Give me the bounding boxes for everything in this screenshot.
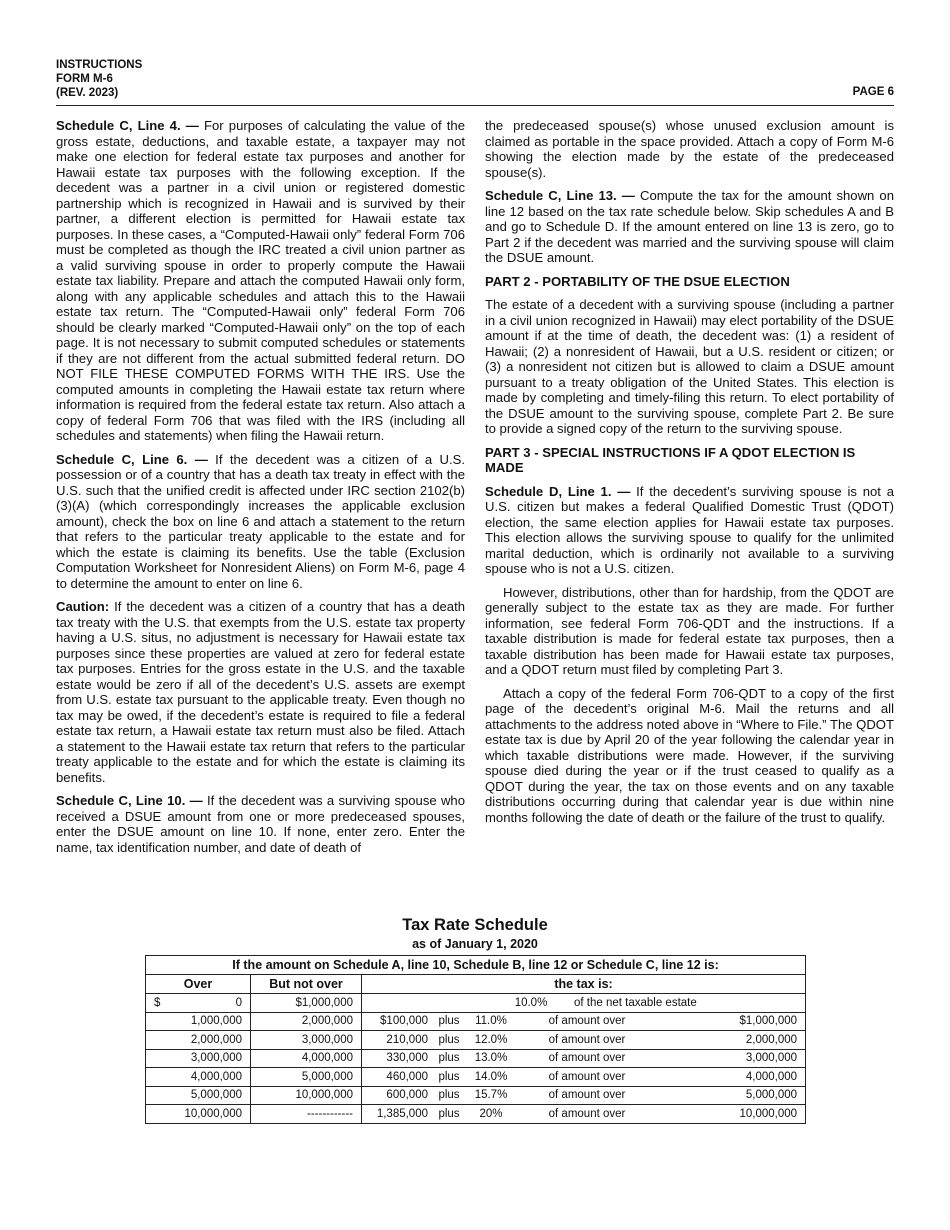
cell-but-not-over: ------------ [251,1105,362,1124]
cell-tax [362,1049,806,1068]
schedule-title: Tax Rate Schedule [402,916,548,934]
tax-base-amount: 460,000 [386,1070,428,1083]
cell-over: 4,000,000 [146,1068,251,1087]
part-2-heading: PART 2 - PORTABILITY OF THE DSUE ELECTION [485,273,790,289]
table-row [146,1012,806,1031]
tax-rate: 12.0% [474,1033,508,1046]
tax-of-amount-over: of amount over [548,1015,626,1028]
tax-base-amount: $100,000 [380,1015,428,1028]
schedule-c-line-10-paragraph [56,793,465,855]
tax-rate-table [145,955,806,1124]
table-column-header-row [146,975,806,994]
tax-plus: plus [438,1052,460,1065]
tax-excess-over: 5,000,000 [745,1089,798,1102]
header-divider [56,105,894,106]
predeceased-spouse-paragraph: the predeceased spouse(s) whose unused exclusion amount is claimed as portable in the space provided. Attach a copy of Form M-6 showing the election made by the estate of the predeceased spouse(s). [485,118,894,180]
tax-excess-over: 10,000,000 [739,1107,798,1120]
tax-rate-schedule [145,915,805,1124]
table-row [146,1049,806,1068]
tax-plus: plus [438,1033,460,1046]
tax-plus: plus [438,1107,460,1120]
tax-base-amount: 210,000 [386,1033,428,1046]
cell-tax [362,1068,806,1087]
paragraph-lead: Schedule C, Line 6. — [56,451,208,467]
tax-of-amount-over: of amount over [548,1070,626,1083]
cell-but-not-over: 10,000,000 [251,1086,362,1105]
tax-rate: 13.0% [474,1052,508,1065]
paragraph-body: If the decedent was a surviving spouse who received a DSUE amount from one or more predeceased spouses, enter the DSUE amount on line 10. If none, enter zero. Enter the name, tax identification number, and date of death of [56,793,465,855]
table-row [146,1068,806,1087]
tax-excess-over: $1,000,000 [739,1015,798,1028]
header-instructions: INSTRUCTIONS [56,59,143,71]
form-header [56,58,142,100]
tax-rate: 14.0% [474,1070,508,1083]
cell-over-value: 0 [235,996,242,1009]
distributions-paragraph: However, distributions, other than for hardship, from the QDOT are generally subject to the estate tax as they are made. For further information, see federal Form 706-QDT and the instructions. If a taxable distribution is made for federal estate tax purposes, then a taxable distribution has been made for Hawaii estate tax purposes, and a QDOT return must filed by completing Part 3. [485,584,894,677]
paragraph-body: Compute the tax for the amount shown on line 12 based on the tax rate schedule below. Skip schedules A and B and go to Schedule D. If the amount entered on line 13 is zero, go to Part 2 if the decedent was married and the surviving spouse will claim the DSUE amount. [485,188,894,265]
table-row [146,1086,806,1105]
cell-over: 5,000,000 [146,1086,251,1105]
schedule-subtitle: as of January 1, 2020 [412,937,538,951]
tax-base-amount: 330,000 [386,1052,428,1065]
paragraph-lead: Schedule C, Line 13. — [485,188,635,203]
tax-base-amount: 1,385,000 [376,1107,428,1120]
tax-rate: 11.0% [475,1015,507,1028]
paragraph-body: If the decedent’s surviving spouse is not a U.S. citizen but makes a federal Qualified Domestic Trust (QDOT) election, the same election applies for Hawaii estate tax purposes. This election allows the surviving spouse to qualify for the unlimited marital deduction, which is ordinarily not available to a surviving spouse who is not a U.S. citizen. [485,483,894,576]
paragraph-lead: Schedule C, Line 10. — [56,793,203,808]
cell-but-not-over: 5,000,000 [251,1068,362,1087]
header-revision: (REV. 2023) [56,87,119,99]
paragraph-body: If the decedent was a citizen of a country that has a death tax treaty with the U.S. that exempts from the U.S. estate tax property having a U.S. situs, no adjustment is necessary for Hawaii estate tax purposes since these properties are valued at zero for federal estate tax purposes. Entries for the gross estate in the U.S. and the taxable estate would be zero if all of the decedent’s U.S. assets are exempt from U.S. estate tax pursuant to the applicable treaty. Even though no tax may be owed, if the decedent’s estate is required to file a federal estate tax return, a Hawaii estate tax return must also be filed. Attach a statement to the Hawaii estate tax return that refers to the particular treaty applicable to the estate and for which the estate is claiming its benefits. [56,599,465,785]
tax-base-amount: 600,000 [386,1089,428,1102]
column-header-tax: the tax is: [362,975,806,994]
schedule-d-line-1-paragraph [485,484,894,577]
cell-tax [362,994,806,1013]
tax-rate: 20% [479,1107,503,1120]
table-row [146,1105,806,1124]
tax-plus: plus [438,1070,460,1083]
cell-but-not-over: 2,000,000 [251,1012,362,1031]
tax-excess-over: 4,000,000 [745,1070,798,1083]
cell-tax [362,1031,806,1050]
cell-tax [362,1105,806,1124]
cell-over: 3,000,000 [146,1049,251,1068]
cell-over [146,994,251,1013]
header-form-number: FORM M-6 [56,73,113,85]
column-header-over: Over [146,975,251,994]
cell-over: 1,000,000 [146,1012,251,1031]
tax-text: of the net taxable estate [574,996,697,1009]
column-header-but-not-over: But not over [251,975,362,994]
attach-copy-paragraph: Attach a copy of the federal Form 706-QDT to a copy of the first page of the decedent’s original M-6. Mail the returns and all attachments to the address noted above in “Where to File.” The QDOT estate tax is due by April 20 of the year following the calendar year in which taxable distributions were made. However, if the surviving spouse died during the year or if the trust ceased to qualify as a QDOT during the year, the tax on those events and on any taxable distributions occurring during that calendar year is due within nine months following the date of death or the failure of the trust to qualify. [485,685,894,825]
page-number: PAGE 6 [852,86,894,98]
cell-over: 2,000,000 [146,1031,251,1050]
schedule-c-line-13-paragraph [485,188,894,266]
tax-of-amount-over: of amount over [548,1033,626,1046]
table-main-header: If the amount on Schedule A, line 10, Schedule B, line 12 or Schedule C, line 12 is: [146,956,806,975]
table-header-row [146,956,806,975]
tax-plus: plus [438,1089,460,1102]
part-3-heading: PART 3 - SPECIAL INSTRUCTIONS IF A QDOT ELECTION IS MADE [485,444,856,475]
tax-plus: plus [438,1015,460,1028]
tax-excess-over: 3,000,000 [745,1052,798,1065]
portability-paragraph: The estate of a decedent with a surviving spouse (including a partner in a civil union recognized in Hawaii) may elect portability of the DSUE amount if at the time of death, the decedent was: (1) a resident of Hawaii; (2) a nonresident of Hawaii, but a U.S. resident or citizen; or (3) a nonresident not citizen but is allowed to claim a DSUE amount pursuant to a treaty obligation of the United States. This election is made by completing and timely-filing this return. To elect portability of the DSUE amount to the surviving spouse, complete Part 2. Be sure to provide a signed copy of the return to the surviving spouse. [485,297,894,436]
caution-paragraph [56,599,465,785]
schedule-c-line-6-paragraph [56,452,465,592]
tax-of-amount-over: of amount over [548,1052,626,1065]
right-column [485,118,894,833]
cell-over: 10,000,000 [146,1105,251,1124]
tax-excess-over: 2,000,000 [745,1033,798,1046]
left-column [56,118,465,863]
paragraph-body: For purposes of calculating the value of the gross estate, deductions, and taxable estate, a taxpayer may not make one election for federal estate tax purposes and another for Hawaii estate tax purposes with the following exception. If the decedent was a partner in a civil union or registered domestic partnership which is recognized in Hawaii and is survived by their partner, a different election is permitted for Hawaii estate tax purposes. In these cases, a “Computed-Hawaii only” federal Form 706 must be completed as though the IRC treated a civil union partner as a valid surviving spouse in order to properly compute the Hawaii estate tax liability. Prepare and attach the computed Hawaii only form, along with any applicable schedules and attach this to the Hawaii estate tax return. The “Computed-Hawaii only” federal Form 706 should be clearly marked “Computed-Hawaii only” on the top of each page. It is not necessary to submit computed schedules or statements if they are not different from the actual submitted federal return. DO NOT FILE THESE COMPUTED FORMS WITH THE IRS. Use the computed amounts in completing the Hawaii estate tax return where information is required from the federal estate tax return. Also attach a copy of federal Form 706 that was filed with the IRS (including all schedules and statements) when filing the Hawaii return. [56,118,465,443]
paragraph-body: If the decedent was a citizen of a U.S. possession or of a country that has a death tax treaty in effect with the U.S. such that the unified credit is affected under IRC section 2102(b)(3)(A) (which correspondingly increases the applicable exclusion amount), check the box on line 6 and attach a statement to the return that refers to the particular treaty applicable to the estate and for which the estate is claiming its benefits. Use the table (Exclusion Computation Worksheet for Nonresident Aliens) on Form M-6, page 4 to determine the amount to enter on line 6. [56,451,465,591]
cell-but-not-over: $1,000,000 [251,994,362,1013]
table-row [146,994,806,1013]
tax-of-amount-over: of amount over [548,1089,626,1102]
paragraph-lead: Schedule D, Line 1. — [485,483,631,499]
dollar-sign: $ [154,996,161,1009]
cell-but-not-over: 3,000,000 [251,1031,362,1050]
cell-tax [362,1012,806,1031]
tax-of-amount-over: of amount over [548,1107,626,1120]
cell-but-not-over: 4,000,000 [251,1049,362,1068]
table-row [146,1031,806,1050]
schedule-c-line-4-paragraph [56,118,465,444]
tax-rate: 10.0% [514,996,548,1009]
paragraph-lead: Caution: [56,599,110,614]
cell-tax [362,1086,806,1105]
tax-rate: 15.7% [474,1089,508,1102]
paragraph-lead: Schedule C, Line 4. — [56,118,199,133]
